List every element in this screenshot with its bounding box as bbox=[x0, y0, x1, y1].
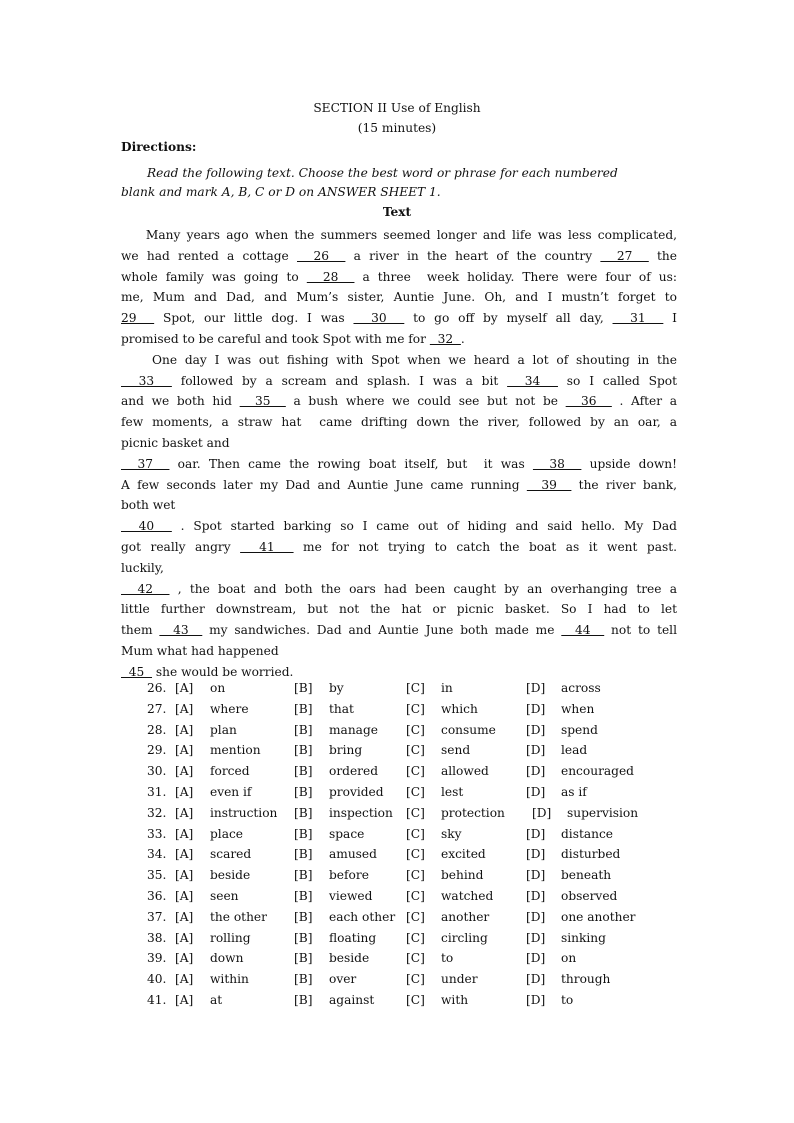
option-letter: [C] bbox=[406, 888, 425, 903]
option-choice: supervision bbox=[567, 805, 639, 820]
option-letter: [A] bbox=[175, 951, 194, 966]
passage-line bbox=[121, 246, 677, 267]
option-letter: [A] bbox=[175, 826, 194, 841]
option-choice: that bbox=[329, 701, 354, 716]
option-choice: before bbox=[329, 868, 369, 883]
option-letter: [B] bbox=[294, 868, 313, 883]
option-choice: beside bbox=[210, 868, 251, 883]
answer-blank: 32 bbox=[429, 331, 461, 346]
passage-text: my sandwiches. Dad and Auntie June both made me bbox=[202, 623, 562, 638]
option-letter: [D] bbox=[526, 951, 546, 966]
passage-line bbox=[121, 454, 677, 475]
answer-blank: 38 bbox=[532, 456, 582, 471]
option-choice: observed bbox=[561, 888, 618, 903]
passage-line bbox=[121, 433, 677, 454]
option-choice: to bbox=[441, 951, 454, 966]
passage-line bbox=[121, 329, 677, 350]
passage-text: she would be worried. bbox=[152, 664, 294, 679]
question-number: 30. bbox=[147, 764, 167, 779]
option-letter: [A] bbox=[175, 701, 194, 716]
passage-text: we had rented a cottage bbox=[121, 248, 297, 263]
passage-text: me, Mum and Dad, and Mum’s sister, Auntie June. Oh, and I mustn’t forget to bbox=[121, 290, 677, 305]
option-letter: [D] bbox=[532, 805, 552, 820]
passage-text: so I called Spot bbox=[557, 373, 677, 388]
directions-text bbox=[121, 164, 681, 202]
option-letter: [C] bbox=[406, 681, 425, 695]
option-choice: one another bbox=[561, 909, 636, 924]
option-letter: [B] bbox=[294, 930, 313, 945]
passage-text: both wet bbox=[121, 498, 176, 513]
passage-text: whole family was going to bbox=[121, 269, 307, 284]
question-number: 28. bbox=[147, 722, 167, 737]
option-letter: [C] bbox=[406, 992, 425, 1007]
option-letter: [B] bbox=[294, 764, 313, 779]
answer-blank: 30 bbox=[353, 311, 405, 326]
option-letter: [C] bbox=[406, 764, 425, 779]
option-letter: [D] bbox=[526, 681, 546, 695]
option-letter: [C] bbox=[406, 909, 425, 924]
answer-blank: 39 bbox=[526, 477, 572, 492]
option-letter: [A] bbox=[175, 909, 194, 924]
option-choice: excited bbox=[441, 847, 486, 862]
answer-blank: 43 bbox=[159, 623, 203, 638]
option-letter: [D] bbox=[526, 701, 546, 716]
option-letter: [B] bbox=[294, 722, 313, 737]
option-letter: [D] bbox=[526, 743, 546, 758]
option-choice: inspection bbox=[329, 805, 393, 820]
option-letter: [C] bbox=[406, 868, 425, 883]
question-number: 37. bbox=[147, 909, 167, 924]
passage-text: followed by a scream and splash. I was a bit bbox=[171, 373, 508, 388]
passage-text: picnic basket and bbox=[121, 435, 230, 450]
passage-line bbox=[121, 495, 677, 516]
answer-blank: 28 bbox=[306, 269, 355, 284]
passage-line bbox=[121, 225, 677, 246]
question-number: 36. bbox=[147, 888, 167, 903]
option-choice: against bbox=[329, 992, 375, 1007]
option-choice: rolling bbox=[210, 930, 251, 945]
passage-text: few moments, a straw hat came drifting down the river, followed by an oar, a bbox=[121, 415, 677, 430]
option-choice: watched bbox=[441, 888, 494, 903]
answer-blank: 40 bbox=[121, 519, 172, 534]
option-letter: [D] bbox=[526, 909, 546, 924]
option-letter: [A] bbox=[175, 722, 194, 737]
option-choice: to bbox=[561, 992, 574, 1007]
question-number: 34. bbox=[147, 847, 167, 862]
option-choice: place bbox=[210, 826, 244, 841]
option-letter: [C] bbox=[406, 847, 425, 862]
option-choice: floating bbox=[329, 930, 377, 945]
option-choice: viewed bbox=[329, 888, 373, 903]
option-choice: through bbox=[561, 972, 611, 987]
passage-line bbox=[121, 350, 677, 371]
option-choice: on bbox=[561, 951, 577, 966]
passage-text: and we both hid bbox=[121, 394, 240, 409]
option-choice: instruction bbox=[210, 805, 278, 820]
option-choice: as if bbox=[561, 784, 587, 799]
passage-text: them bbox=[121, 623, 160, 638]
option-choice: circling bbox=[441, 930, 488, 945]
passage-text: , the boat and both the oars had been caught by an overhanging tree a bbox=[169, 581, 677, 596]
passage-text: got really angry bbox=[121, 539, 241, 554]
passage-line bbox=[121, 267, 677, 288]
question-number: 41. bbox=[147, 992, 167, 1007]
option-letter: [A] bbox=[175, 992, 194, 1007]
option-letter: [C] bbox=[406, 951, 425, 966]
option-letter: [B] bbox=[294, 784, 313, 799]
passage-text: little further downstream, but not the hat or picnic basket. So I had to let bbox=[121, 602, 677, 617]
passage-heading: Text bbox=[382, 205, 412, 219]
passage-line bbox=[121, 599, 677, 620]
passage-text: a bush where we could see but not be bbox=[285, 394, 566, 409]
option-letter: [B] bbox=[294, 992, 313, 1007]
section-title: SECTION II Use of English bbox=[313, 101, 481, 115]
option-letter: [A] bbox=[175, 743, 194, 758]
passage-line bbox=[121, 662, 677, 683]
option-letter: [D] bbox=[526, 764, 546, 779]
option-letter: [B] bbox=[294, 805, 313, 820]
passage-line bbox=[121, 620, 677, 641]
option-choice: bring bbox=[329, 743, 363, 758]
passage-line bbox=[121, 371, 677, 392]
answer-blank: 31 bbox=[612, 311, 664, 326]
option-letter: [B] bbox=[294, 743, 313, 758]
option-choice: where bbox=[210, 701, 249, 716]
option-letter: [C] bbox=[406, 930, 425, 945]
passage-text: the river bank, bbox=[571, 477, 677, 492]
option-letter: [C] bbox=[406, 701, 425, 716]
passage-line bbox=[121, 391, 677, 412]
directions-label: Directions: bbox=[121, 140, 197, 154]
passage-line bbox=[121, 641, 677, 662]
option-choice: which bbox=[441, 701, 478, 716]
option-letter: [C] bbox=[406, 826, 425, 841]
question-number: 38. bbox=[147, 930, 167, 945]
answer-blank: 29 bbox=[121, 311, 155, 326]
option-choice: with bbox=[441, 992, 469, 1007]
question-number: 31. bbox=[147, 784, 167, 799]
passage-text: oar. Then came the rowing boat itself, but it was bbox=[169, 456, 533, 471]
option-choice: the other bbox=[210, 909, 267, 924]
option-letter: [B] bbox=[294, 972, 313, 987]
option-letter: [A] bbox=[175, 805, 194, 820]
option-choice: forced bbox=[210, 764, 250, 779]
passage-text: Spot, our little dog. I was bbox=[154, 311, 354, 326]
option-choice: on bbox=[210, 681, 226, 695]
option-letter: [D] bbox=[526, 992, 546, 1007]
directions-line: blank and mark A, B, C or D on ANSWER SHEET 1. bbox=[121, 185, 441, 199]
option-letter: [B] bbox=[294, 951, 313, 966]
option-choice: lest bbox=[441, 784, 464, 799]
passage-line bbox=[121, 475, 677, 496]
option-choice: plan bbox=[210, 722, 237, 737]
option-letter: [C] bbox=[406, 722, 425, 737]
passage-text: One day I was out fishing with Spot when we heard a lot of shouting in the bbox=[121, 352, 677, 367]
passage-text: me for not trying to catch the boat as it went past. bbox=[293, 539, 677, 554]
option-choice: within bbox=[210, 972, 249, 987]
option-letter: [D] bbox=[526, 847, 546, 862]
question-number: 40. bbox=[147, 972, 167, 987]
passage-text: a river in the heart of the country bbox=[345, 248, 601, 263]
question-number: 26. bbox=[147, 681, 167, 695]
time-limit: (15 minutes) bbox=[357, 121, 437, 135]
option-choice: even if bbox=[210, 784, 252, 799]
passage-text: Many years ago when the summers seemed longer and life was less complicated, bbox=[121, 228, 677, 242]
option-letter: [C] bbox=[406, 743, 425, 758]
question-number: 35. bbox=[147, 868, 167, 883]
passage-text: A few seconds later my Dad and Auntie June came running bbox=[121, 477, 527, 492]
option-choice: behind bbox=[441, 868, 484, 883]
answer-blank: 42 bbox=[121, 581, 170, 596]
answer-blank: 45 bbox=[121, 664, 153, 679]
answer-blank: 44 bbox=[561, 623, 605, 638]
option-choice: lead bbox=[561, 743, 588, 758]
option-choice: under bbox=[441, 972, 478, 987]
option-letter: [B] bbox=[294, 847, 313, 862]
passage-text: the bbox=[648, 248, 677, 263]
answer-blank: 34 bbox=[507, 373, 558, 388]
answer-blank: 41 bbox=[240, 539, 294, 554]
directions-line: Read the following text. Choose the best word or phrase for each numbered bbox=[147, 166, 618, 180]
option-choice: amused bbox=[329, 847, 377, 862]
option-letter: [C] bbox=[406, 972, 425, 987]
answer-blank: 33 bbox=[121, 373, 172, 388]
option-choice: beside bbox=[329, 951, 370, 966]
option-choice: encouraged bbox=[561, 764, 634, 779]
passage-text: promised to be careful and took Spot with me for bbox=[121, 331, 430, 346]
option-choice: sinking bbox=[561, 930, 606, 945]
option-choice: allowed bbox=[441, 764, 489, 779]
option-letter: [A] bbox=[175, 784, 194, 799]
question-number: 39. bbox=[147, 951, 167, 966]
option-choice: each other bbox=[329, 909, 396, 924]
option-choice: ordered bbox=[329, 764, 379, 779]
passage-text: I bbox=[663, 311, 677, 326]
question-number: 27. bbox=[147, 701, 167, 716]
option-choice: scared bbox=[210, 847, 252, 862]
option-letter: [D] bbox=[526, 784, 546, 799]
option-choice: distance bbox=[561, 826, 614, 841]
passage-text: luckily, bbox=[121, 560, 164, 575]
answer-blank: 26 bbox=[297, 248, 346, 263]
passage-text: to go off by myself all day, bbox=[404, 311, 613, 326]
option-choice: manage bbox=[329, 722, 378, 737]
option-choice: mention bbox=[210, 743, 261, 758]
option-choice: disturbed bbox=[561, 847, 621, 862]
option-letter: [B] bbox=[294, 909, 313, 924]
option-choice: beneath bbox=[561, 868, 612, 883]
passage-text: not to tell bbox=[604, 623, 677, 638]
option-choice: when bbox=[561, 701, 595, 716]
option-letter: [D] bbox=[526, 930, 546, 945]
option-choice: over bbox=[329, 972, 357, 987]
option-choice: at bbox=[210, 992, 223, 1007]
option-choice: protection bbox=[441, 805, 505, 820]
option-letter: [A] bbox=[175, 868, 194, 883]
option-letter: [D] bbox=[526, 722, 546, 737]
option-letter: [C] bbox=[406, 805, 425, 820]
option-letter: [A] bbox=[175, 972, 194, 987]
passage-text: . Spot started barking so I came out of hiding and said hello. My Dad bbox=[171, 519, 677, 534]
question-number: 33. bbox=[147, 826, 167, 841]
passage-line bbox=[121, 308, 677, 329]
passage-line bbox=[121, 558, 677, 579]
question-number: 32. bbox=[147, 805, 167, 820]
passage-line bbox=[121, 287, 677, 308]
option-choice: provided bbox=[329, 784, 384, 799]
option-letter: [A] bbox=[175, 888, 194, 903]
option-choice: sky bbox=[441, 826, 462, 841]
option-choice: down bbox=[210, 951, 244, 966]
passage-text: . bbox=[460, 331, 465, 346]
option-letter: [C] bbox=[406, 784, 425, 799]
option-choice: seen bbox=[210, 888, 239, 903]
passage-text: upside down! bbox=[581, 456, 677, 471]
answer-blank: 36 bbox=[565, 394, 612, 409]
answer-blank: 37 bbox=[121, 456, 170, 471]
option-letter: [A] bbox=[175, 681, 194, 695]
option-letter: [B] bbox=[294, 826, 313, 841]
option-letter: [A] bbox=[175, 930, 194, 945]
option-choice: another bbox=[441, 909, 490, 924]
option-letter: [D] bbox=[526, 888, 546, 903]
option-letter: [D] bbox=[526, 868, 546, 883]
option-choice: consume bbox=[441, 722, 496, 737]
option-letter: [D] bbox=[526, 972, 546, 987]
option-choice: in bbox=[441, 681, 453, 695]
passage-text: Mum what had happened bbox=[121, 643, 279, 658]
question-number: 29. bbox=[147, 743, 167, 758]
option-letter: [D] bbox=[526, 826, 546, 841]
option-choice: spend bbox=[561, 722, 598, 737]
option-choice: space bbox=[329, 826, 365, 841]
passage-text: . After a bbox=[611, 394, 677, 409]
option-letter: [A] bbox=[175, 764, 194, 779]
option-letter: [B] bbox=[294, 701, 313, 716]
answer-blank: 27 bbox=[600, 248, 649, 263]
passage-line bbox=[121, 537, 677, 558]
passage-line bbox=[121, 412, 677, 433]
passage-line bbox=[121, 579, 677, 600]
option-letter: [B] bbox=[294, 681, 313, 695]
option-letter: [A] bbox=[175, 847, 194, 862]
passage bbox=[121, 225, 677, 683]
option-choice: send bbox=[441, 743, 471, 758]
answer-blank: 35 bbox=[239, 394, 286, 409]
option-letter: [B] bbox=[294, 888, 313, 903]
option-choice: across bbox=[561, 681, 601, 695]
option-choice: by bbox=[329, 681, 344, 695]
passage-line bbox=[121, 516, 677, 537]
passage-text: a three week holiday. There were four of us: bbox=[354, 269, 677, 284]
